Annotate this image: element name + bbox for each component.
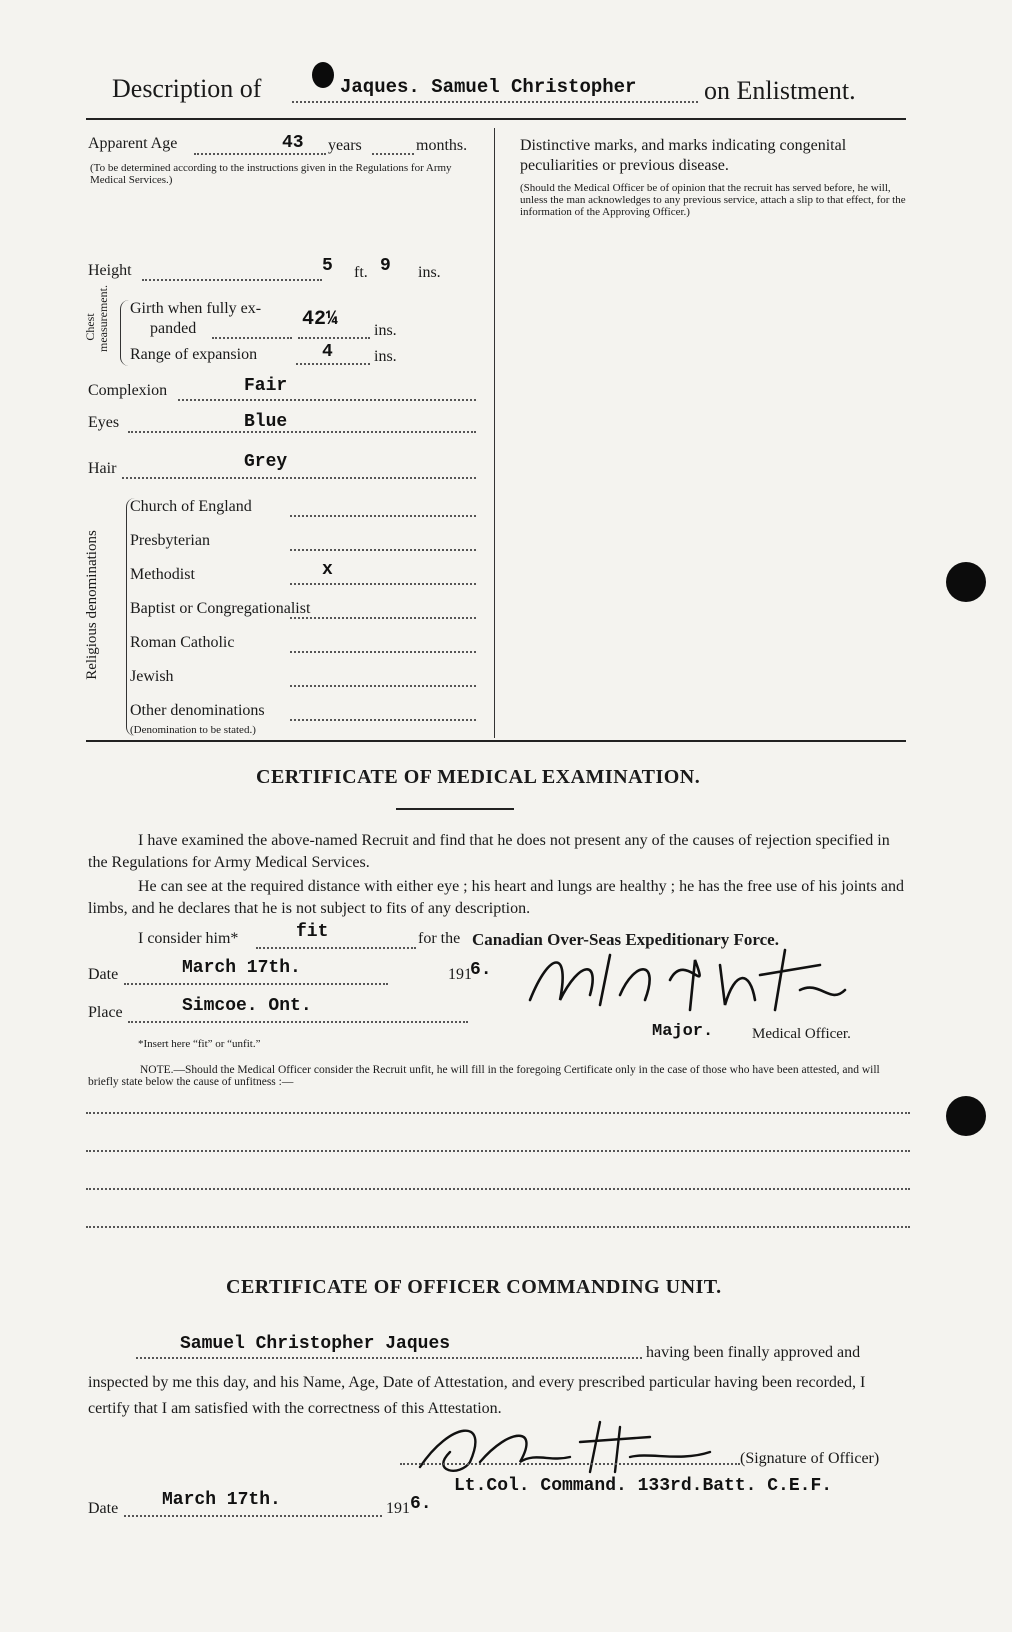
months-dots [372,153,414,155]
medical-officer-rank: Major. [652,1022,714,1041]
religions-label: Religious denominations [84,530,100,680]
medical-heading-rule [396,808,514,810]
eyes-dots [128,431,476,433]
religion-mark: x [322,560,333,580]
commanding-officer-signature [410,1412,730,1482]
chest-brace [120,300,129,366]
expansion-ins-label: ins. [374,348,397,365]
denomination-note: (Denomination to be stated.) [130,724,256,736]
height-label: Height [88,262,132,279]
recruit-name-header: Jaques. Samuel Christopher [340,76,637,98]
girth-label-1: Girth when fully ex- [130,300,262,317]
girth-ins-label: ins. [374,322,397,339]
religion-label: Roman Catholic [130,634,235,651]
column-divider [494,128,495,738]
header-dotted-line [292,101,698,103]
medical-date-value: March 17th. [182,958,301,978]
hair-label: Hair [88,460,117,477]
complexion-value: Fair [244,376,288,396]
religion-dots [290,719,476,721]
girth-dots [212,337,292,339]
note-line-2 [86,1150,910,1152]
height-dots [142,279,322,281]
height-ft-value: 5 [322,256,333,276]
unfit-note: NOTE.—Should the Medical Officer consider the Recruit unfit, he will fill in the foregoing Certificate only in the case of those who have been attested, and will briefly state below the cause of unfitness :— [88,1064,880,1088]
place-value: Simcoe. Ont. [182,996,312,1016]
medical-date-label: Date [88,966,119,983]
religion-label: Methodist [130,566,195,583]
medical-officer-signature [520,940,850,1020]
punch-hole-top [946,562,986,602]
medical-officer-label: Medical Officer. [752,1026,851,1042]
header-rule [86,118,906,120]
insert-note: *Insert here “fit” or “unfit.” [138,1038,261,1050]
religion-dots [290,583,476,585]
age-value: 43 [282,133,304,153]
medical-year-suffix: 6. [470,960,492,980]
religion-label: Baptist or Congregationalist [130,600,311,617]
eyes-label: Eyes [88,414,120,431]
fitness-dots [256,947,416,949]
chest-label: Chest measurement. [83,285,110,352]
months-label: months. [416,137,468,154]
religion-dots [290,651,476,653]
girth-label-2: panded [150,320,197,337]
medical-date-dots [124,983,388,985]
commanding-year-suffix: 6. [410,1494,432,1514]
commanding-heading: CERTIFICATE OF OFFICER COMMANDING UNIT. [226,1276,722,1298]
medical-para-1: I have examined the above-named Recruit and find that he does not present any of the causes of rejection specified in the Regulations for Army Medical Services. [88,832,890,871]
redaction-mark [312,62,334,88]
expansion-label: Range of expansion [130,346,258,363]
header-suffix: on Enlistment. [704,76,856,105]
header-prefix: Description of [112,74,262,103]
medical-year-prefix: 191 [448,966,472,983]
commanding-date-dots [124,1515,382,1517]
girth-dots-2 [298,337,370,339]
medical-heading: CERTIFICATE OF MEDICAL EXAMINATION. [256,766,701,788]
commanding-recruit-name: Samuel Christopher Jaques [180,1334,451,1354]
expansion-value: 4 [322,342,333,362]
consider-label: I consider him* [138,930,239,947]
religion-dots [290,685,476,687]
commanding-text-2: inspected by me this day, and his Name, Age, Date of Attestation, and every prescribed particular having been recorded, I certify that I am satisfied with the correctness of this Attestation. [88,1374,866,1417]
religion-label: Church of England [130,498,252,515]
distinctive-marks-note: (Should the Medical Officer be of opinion that the recruit has served before, he will, unless the man acknowledges to any previous service, attach a slip to that effect, for the information of the Approving Officer.) [520,182,906,218]
note-line-1 [86,1112,910,1114]
place-dots [128,1021,468,1023]
religion-label: Other denominations [130,702,265,719]
commanding-text-1: having been finally approved and [646,1344,861,1361]
commanding-date-value: March 17th. [162,1490,281,1510]
complexion-label: Complexion [88,382,168,399]
distinctive-marks-title: Distinctive marks, and marks indicating congenital peculiarities or previous disease. [520,137,847,174]
eyes-value: Blue [244,412,288,432]
years-label: years [328,137,362,154]
age-dots [194,153,326,155]
note-line-4 [86,1226,910,1228]
height-in-value: 9 [380,256,391,276]
commanding-rank-unit: Lt.Col. Command. 133rd.Batt. C.E.F. [454,1476,833,1496]
hair-value: Grey [244,452,288,472]
medical-para-2: He can see at the required distance with either eye ; his heart and lungs are healthy ; he has the free use of his joints and limbs, and he declares that he is not subject to fits of any description. [88,878,904,917]
expansion-dots [296,363,370,365]
commanding-date-label: Date [88,1500,119,1517]
complexion-dots [178,399,476,401]
religion-dots [290,617,476,619]
description-bottom-rule [86,740,906,742]
apparent-age-label: Apparent Age [88,135,178,152]
ins-label: ins. [418,264,441,281]
fitness-value: fit [296,922,329,942]
note-line-3 [86,1188,910,1190]
signature-label: (Signature of Officer) [740,1450,880,1467]
punch-hole-bottom [946,1096,986,1136]
commanding-name-dots [136,1357,642,1359]
religion-label: Jewish [130,668,174,685]
signature-dots [400,1463,740,1465]
religion-dots [290,549,476,551]
force-name: Canadian Over-Seas Expeditionary Force. [472,930,779,949]
girth-value: 42¼ [302,308,339,331]
religion-label: Presbyterian [130,532,210,549]
commanding-year-prefix: 191 [386,1500,410,1517]
ft-label: ft. [354,264,368,281]
age-note: (To be determined according to the instructions given in the Regulations for Army Medical Services.) [90,162,452,186]
for-the-label: for the [418,930,461,947]
hair-dots [122,477,476,479]
religion-dots [290,515,476,517]
place-label: Place [88,1004,123,1021]
